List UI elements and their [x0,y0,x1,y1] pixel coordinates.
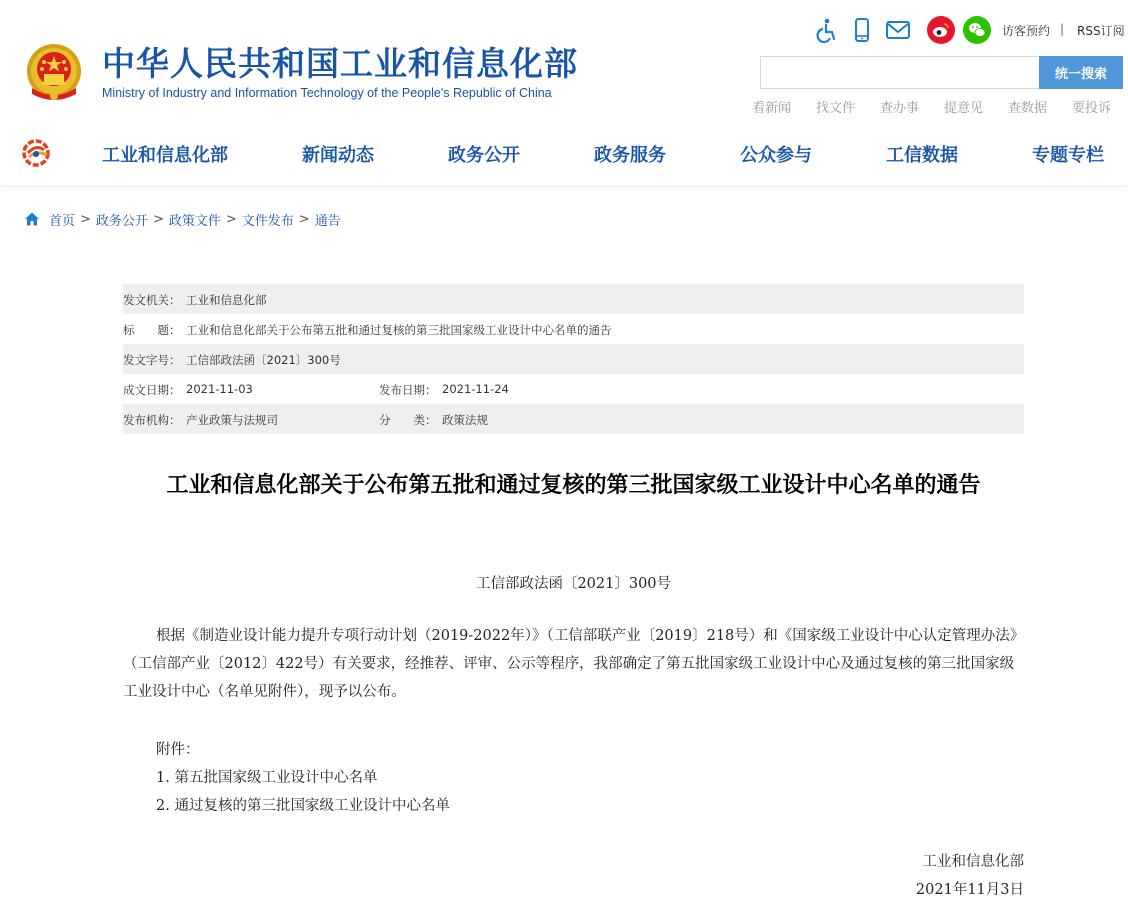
site-title: 中华人民共和国工业和信息化部 [102,44,578,83]
nav-news[interactable]: 新闻动态 [302,145,374,166]
attachment-link-1[interactable]: 1. 第五批国家级工业设计中心名单 [156,770,378,786]
breadcrumb-separator: > [152,211,164,227]
docno-label: 发文字号： [123,353,181,367]
rss-link[interactable]: RSS订阅 [1077,24,1125,38]
home-icon[interactable] [24,211,40,227]
org-label: 发布机构： [123,413,181,427]
breadcrumb-file-release[interactable]: 文件发布 [241,213,294,229]
written-date-label: 成文日期： [123,383,181,397]
breadcrumb-separator: > [225,211,237,227]
issuer-value: 工业和信息化部 [186,293,267,307]
info-row-dates [123,374,1024,404]
quick-link-data[interactable]: 查数据 [1008,101,1048,116]
category-label: 分 类： [379,413,437,427]
attachments-label: 附件： [156,742,200,758]
mobile-icon[interactable] [848,16,876,44]
nav-miit-data[interactable]: 工信数据 [886,145,958,166]
breadcrumb-notice[interactable]: 通告 [314,213,341,229]
quick-link-complaint[interactable]: 要投诉 [1072,101,1112,116]
search-button[interactable]: 统一搜索 [1039,56,1123,89]
written-date-value: 2021-11-03 [186,382,253,396]
breadcrumb-home[interactable]: 首页 [49,213,76,229]
signature-date: 2021年11月3日 [915,882,1024,898]
quick-link-news[interactable]: 看新闻 [752,101,792,116]
org-value: 产业政策与法规司 [186,413,278,427]
site-subtitle: Ministry of Industry and Information Technology of the People's Republic of China [102,86,552,100]
accessibility-icon[interactable] [812,16,840,44]
wechat-icon[interactable] [963,16,991,44]
category-value: 政策法规 [442,413,488,427]
mail-icon[interactable] [884,16,912,44]
national-emblem-logo[interactable] [22,40,86,106]
title-value: 工业和信息化部关于公布第五批和通过复核的第三批国家级工业设计中心名单的通告 [186,323,612,337]
breadcrumb-separator: > [80,211,91,227]
miit-logo-icon[interactable] [22,138,52,168]
visitor-appointment-link[interactable]: 访客预约 [1002,24,1051,38]
article-title: 工业和信息化部关于公布第五批和通过复核的第三批国家级工业设计中心名单的通告 [166,473,981,498]
info-row-issuer [123,284,1024,314]
site-header [0,0,1128,124]
info-row-org [123,404,1024,434]
article-body: 根据《制造业设计能力提升专项行动计划（2019-2022年）》（工信部联产业〔2019〕218号）和《国家级工业设计中心认定管理办法》（工信部产业〔2012〕422号）有关要求，经推荐、评审、公示等程序，我部确定了第五批国家级工业设计中心及通过复核的第三批国家级工业设计中心（名单见附件），现予以公布。 [123,628,1025,700]
main-nav [0,124,1128,186]
breadcrumb-gov-affairs[interactable]: 政务公开 [95,213,148,229]
nav-miit[interactable]: 工业和信息化部 [102,145,228,166]
quick-link-files[interactable]: 找文件 [816,101,856,116]
title-label: 标 题： [123,323,181,337]
nav-gov-services[interactable]: 政务服务 [594,145,666,166]
quick-link-feedback[interactable]: 提意见 [944,101,984,116]
weibo-icon[interactable] [927,16,955,44]
search-input[interactable] [760,56,1040,89]
published-date-label: 发布日期： [379,383,437,397]
signature-org: 工业和信息化部 [922,854,1024,870]
nav-public-participation[interactable]: 公众参与 [740,145,812,166]
nav-special-topics[interactable]: 专题专栏 [1032,145,1104,166]
attachment-link-2[interactable]: 2. 通过复核的第三批国家级工业设计中心名单 [156,798,450,814]
breadcrumb-policy-files[interactable]: 政策文件 [168,213,221,229]
breadcrumb-separator: > [298,211,310,227]
top-link-separator: | [1060,22,1065,36]
quick-link-services[interactable]: 查办事 [880,101,920,116]
docno-value: 工信部政法函〔2021〕300号 [186,353,341,367]
published-date-value: 2021-11-24 [442,382,509,396]
breadcrumb [24,210,341,228]
info-row-docno [123,344,1024,374]
article-doc-number: 工信部政法函〔2021〕300号 [475,576,672,592]
issuer-label: 发文机关： [123,293,181,307]
nav-gov-affairs[interactable]: 政务公开 [448,145,520,166]
info-row-title [123,314,1024,344]
document-info-table [123,284,1024,434]
